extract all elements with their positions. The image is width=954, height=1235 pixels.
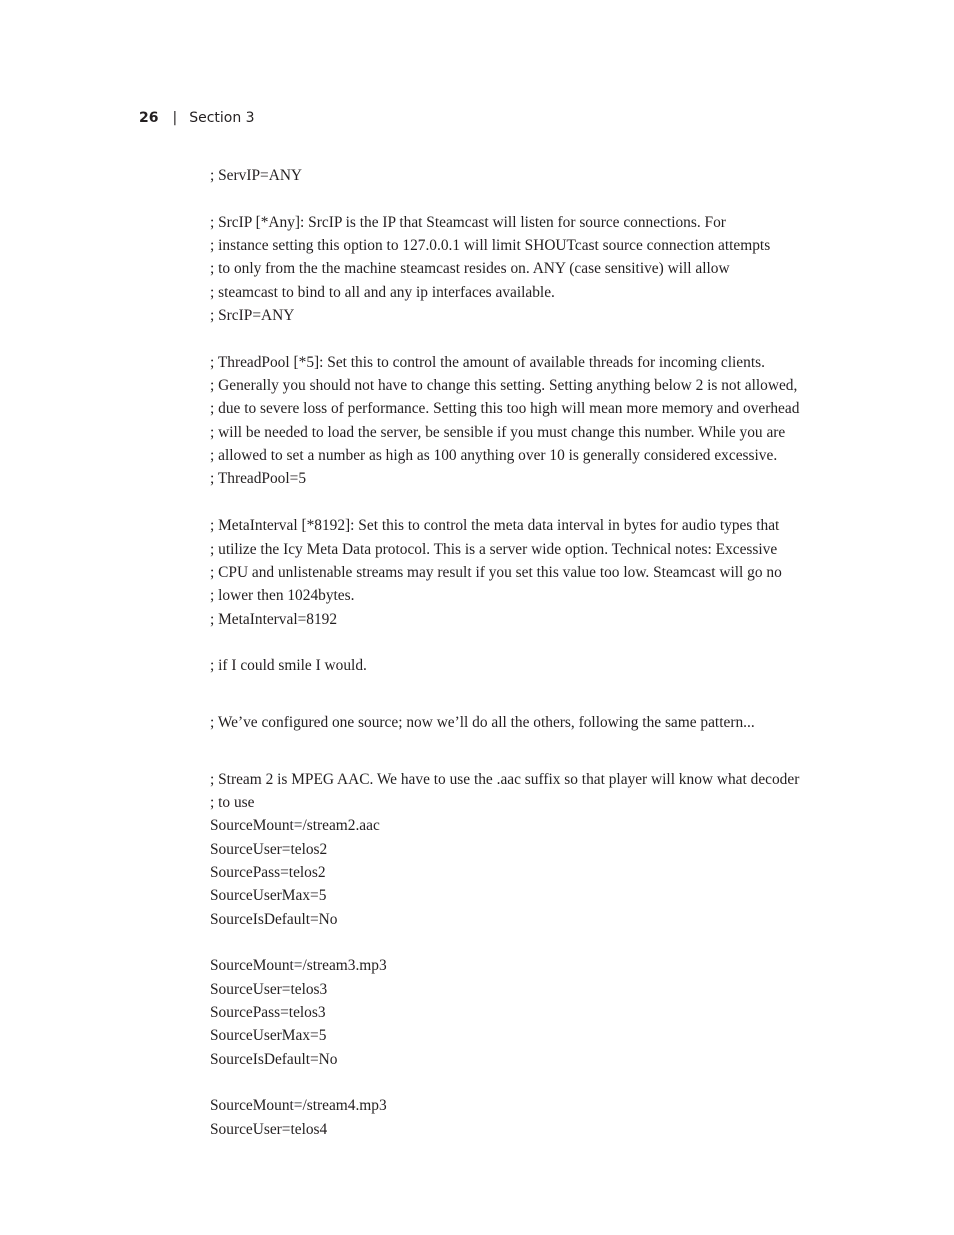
blank-line [210, 187, 870, 210]
text-line: ; SrcIP [*Any]: SrcIP is the IP that Steamcast will listen for source connections. For [210, 213, 726, 231]
text-line: ; Generally you should not have to change this setting. Setting anything below 2 is not allowed, [210, 377, 798, 395]
text-line: ; Stream 2 is MPEG AAC. We have to use the .aac suffix so that player will know what decoder [210, 770, 800, 788]
text-line: SourceUser=telos3 [210, 980, 328, 998]
text-line: ; instance setting this option to 127.0.0.1 will limit SHOUTcast source connection attempts [210, 237, 771, 255]
running-header [139, 108, 255, 128]
text-line: SourceIsDefault=No [210, 1050, 338, 1068]
text-line: SourceUserMax=5 [210, 1027, 327, 1045]
blank-line [210, 491, 870, 514]
text-line: ; SrcIP=ANY [210, 307, 295, 325]
text-line: SourceIsDefault=No [210, 910, 338, 928]
text-line: SourcePass=telos2 [210, 863, 326, 881]
text-line: ; allowed to set a number as high as 100 anything over 10 is generally considered excessive. [210, 447, 778, 465]
text-line: ; ThreadPool=5 [210, 470, 307, 488]
text-line: SourceUser=telos2 [210, 840, 328, 858]
text-line: SourcePass=telos3 [210, 1004, 326, 1022]
text-line: ; will be needed to load the server, be sensible if you must change this number. While you are [210, 423, 786, 441]
config-listing [210, 164, 870, 1141]
extra-space [210, 758, 870, 768]
page-number: 26 [139, 110, 159, 126]
blank-line [210, 1071, 870, 1094]
text-line: SourceMount=/stream3.mp3 [210, 957, 387, 975]
text-line: ; We’ve configured one source; now we’ll do all the others, following the same pattern... [210, 713, 755, 731]
text-line: ; MetaInterval=8192 [210, 610, 338, 628]
text-line: ; utilize the Icy Meta Data protocol. This is a server wide option. Technical notes: Excessive [210, 540, 778, 558]
blank-line [210, 631, 870, 654]
text-line: SourceMount=/stream2.aac [210, 817, 380, 835]
text-line: ; MetaInterval [*8192]: Set this to control the meta data interval in bytes for audio types that [210, 517, 780, 535]
text-line: SourceUserMax=5 [210, 887, 327, 905]
text-line: ; to only from the the machine steamcast resides on. ANY (case sensitive) will allow [210, 260, 730, 278]
section-title: Section 3 [189, 110, 255, 126]
blank-line [210, 734, 870, 757]
text-line: ; steamcast to bind to all and any ip interfaces available. [210, 283, 555, 301]
text-line: ; to use [210, 793, 255, 811]
text-line: ; if I could smile I would. [210, 657, 367, 675]
text-line: ; ThreadPool [*5]: Set this to control the amount of available threads for incoming clients. [210, 353, 765, 371]
extra-space [210, 701, 870, 711]
blank-line [210, 678, 870, 701]
blank-line [210, 327, 870, 350]
text-line: SourceUser=telos4 [210, 1120, 328, 1138]
text-line: SourceMount=/stream4.mp3 [210, 1097, 387, 1115]
blank-line [210, 931, 870, 954]
text-line: ; CPU and unlistenable streams may result if you set this value too low. Steamcast will go no [210, 563, 782, 581]
text-line: ; ServIP=ANY [210, 167, 303, 184]
text-line: ; lower then 1024bytes. [210, 587, 355, 605]
text-line: ; due to severe loss of performance. Setting this too high will mean more memory and overhead [210, 400, 800, 418]
header-separator: | [172, 110, 178, 126]
